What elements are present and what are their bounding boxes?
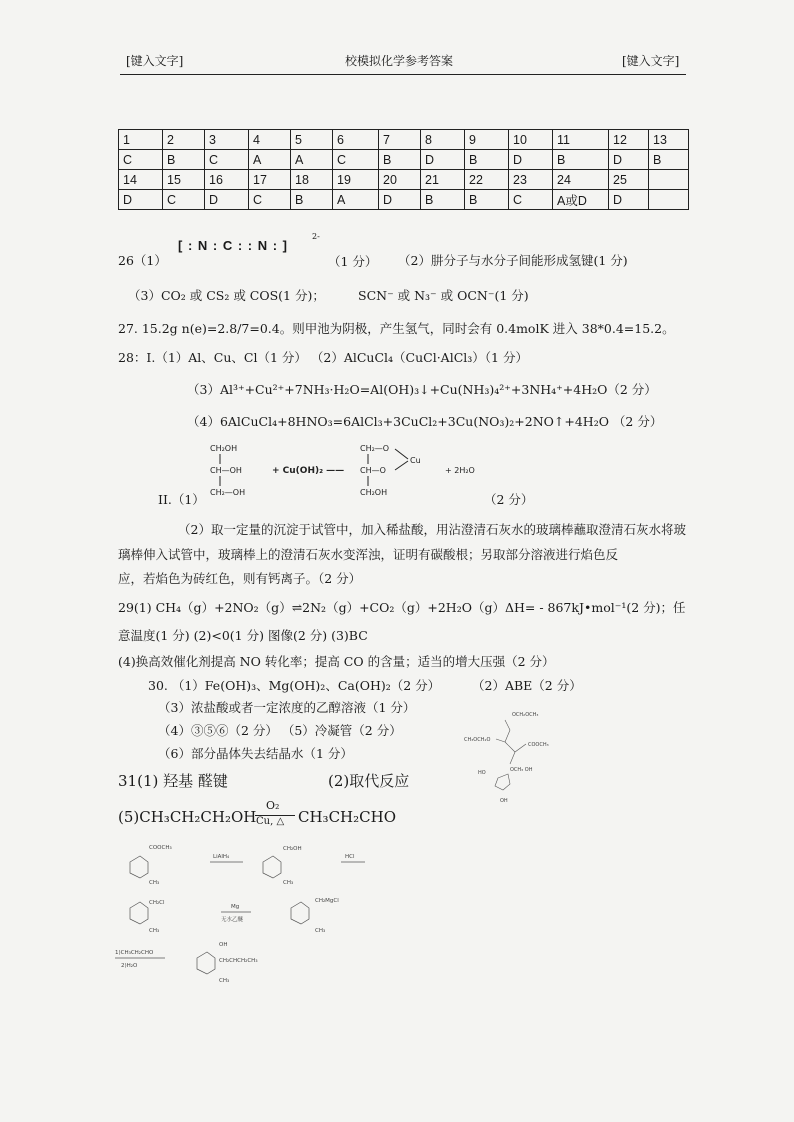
question-number-cell: 13 xyxy=(649,130,689,150)
sugar-structure-drawing xyxy=(460,708,570,808)
route-s1b: CH₃ xyxy=(149,880,160,886)
answer-table-row xyxy=(119,130,689,150)
question-number-cell: 6 xyxy=(333,130,379,150)
q26-electron-formula: [ : N : C : : N : ] xyxy=(178,238,288,253)
rxn-reagent: + Cu(OH)₂ —— xyxy=(272,466,345,476)
question-number-cell: 17 xyxy=(249,170,291,190)
q31-line1: 31(1) 羟基 醛键 xyxy=(118,772,228,790)
answer-cell: A xyxy=(333,190,379,210)
answer-cell: B xyxy=(291,190,333,210)
q28-line3: （3）Al³⁺+Cu²⁺+7NH₃·H₂O=Al(OH)₃↓+Cu(NH₃)₄²⁺+3NH₄⁺+4H₂O（2 分） xyxy=(187,382,657,397)
answer-cell: B xyxy=(379,150,421,170)
route-r2: HCl xyxy=(345,854,355,860)
question-number-cell: 20 xyxy=(379,170,421,190)
route-s4: CH₂MgCl xyxy=(315,898,339,904)
question-number-cell: 10 xyxy=(509,130,553,150)
q30-line1b: （2）ABE（2 分） xyxy=(472,678,582,693)
answer-cell: D xyxy=(509,150,553,170)
struct-label-d: OCH₃ OH xyxy=(510,767,533,773)
struct-label-a: OCH₂OCH₃ xyxy=(512,712,539,718)
header-left: [键入文字] xyxy=(126,54,184,68)
question-number-cell: 25 xyxy=(609,170,649,190)
question-number-cell: 16 xyxy=(205,170,249,190)
q28-para-line2: 璃棒伸入试管中，玻璃棒上的澄清石灰水变浑浊，证明有碳酸根；另取部分溶液进行焰色反 xyxy=(118,547,619,562)
question-number-cell: 2 xyxy=(163,130,205,150)
answer-cell: A xyxy=(291,150,333,170)
answer-cell: D xyxy=(379,190,421,210)
synthesis-route-drawing xyxy=(115,840,375,990)
q26-part3: （3）CO₂ 或 CS₂ 或 COS(1 分)； xyxy=(128,288,325,303)
question-number-cell: 8 xyxy=(421,130,465,150)
answer-cell: C xyxy=(509,190,553,210)
rxn-product-c3: CH₂OH xyxy=(360,488,388,497)
glycerol-copper-reaction xyxy=(210,442,480,504)
question-number-cell: 5 xyxy=(291,130,333,150)
answer-cell: C xyxy=(249,190,291,210)
answer-cell: B xyxy=(465,150,509,170)
q26-formula-charge: 2- xyxy=(312,232,320,241)
answer-cell xyxy=(649,190,689,210)
route-s2: CH₂OH xyxy=(283,846,302,852)
question-number-cell: 19 xyxy=(333,170,379,190)
route-s1: COOCH₃ xyxy=(149,845,172,851)
q26-number: 26（1） xyxy=(118,253,167,268)
answer-cell: C xyxy=(163,190,205,210)
q30-line3: （4）③⑤⑥（2 分） （5）冷凝管（2 分） xyxy=(158,723,402,738)
question-number-cell: 24 xyxy=(553,170,609,190)
struct-label-b: CH₃OCH₂O xyxy=(464,737,491,743)
answer-cell: A或D xyxy=(553,190,609,210)
q28-part2-score: （2 分） xyxy=(484,492,534,507)
q26-part2: （2）肼分子与水分子间能形成氢键(1 分) xyxy=(398,253,628,268)
answer-cell: B xyxy=(421,190,465,210)
q28-line4: （4）6AlCuCl₄+8HNO₃=6AlCl₃+3CuCl₂+3Cu(NO₃)₂+2NO↑+4H₂O （2 分） xyxy=(187,414,663,429)
rxn-reactant-c2: CH—OH xyxy=(210,466,242,475)
struct-label-c: COOCH₃ xyxy=(528,742,549,748)
question-number-cell: 11 xyxy=(553,130,609,150)
q28-part2-label: II.（1） xyxy=(158,492,205,507)
answer-cell: B xyxy=(553,150,609,170)
q28-line1: 28：I.（1）Al、Cu、Cl（1 分） （2）AlCuCl₄（CuCl·AlCl₃）（1 分） xyxy=(118,350,528,365)
rxn-water: + 2H₂O xyxy=(445,466,475,475)
q31-part5-reactant: (5)CH₃CH₂CH₂OH xyxy=(118,808,257,826)
question-number-cell: 18 xyxy=(291,170,333,190)
answer-cell: D xyxy=(205,190,249,210)
answer-table-row xyxy=(119,170,689,190)
q28-para-line3: 应，若焰色为砖红色，则有钙离子。（2 分） xyxy=(118,571,362,586)
q31-part5-product: CH₃CH₂CHO xyxy=(298,808,396,826)
q30-line1: 30. （1）Fe(OH)₃、Mg(OH)₂、Ca(OH)₂（2 分） xyxy=(148,678,441,693)
rxn-reactant-c3: CH₂—OH xyxy=(210,488,246,497)
route-s4b: CH₃ xyxy=(315,928,326,934)
q27-text: 27. 15.2g n(e)=2.8/7=0.4。则甲池为阴极，产生氢气，同时会有 0.4molK 进入 38*0.4=15.2。 xyxy=(118,321,675,336)
route-r4b: 2)H₂O xyxy=(121,963,138,969)
q31-part5-catalyst: Cu, △ xyxy=(256,816,285,827)
header-right: [键入文字] xyxy=(622,54,680,68)
question-number-cell xyxy=(649,170,689,190)
answer-cell: D xyxy=(609,150,649,170)
rxn-product-c1: CH₂—O xyxy=(360,444,390,453)
q29-line3: (4)换高效催化剂提高 NO 转化率；提高 CO 的含量；适当的增大压强（2 分） xyxy=(118,654,555,669)
question-number-cell: 9 xyxy=(465,130,509,150)
answer-cell: C xyxy=(205,150,249,170)
q31-part5-oxidant: O₂ xyxy=(266,799,280,812)
answer-cell: C xyxy=(119,150,163,170)
route-r3a: Mg xyxy=(231,904,240,910)
answer-cell: B xyxy=(649,150,689,170)
q31-line1b: (2)取代反应 xyxy=(328,772,410,790)
question-number-cell: 21 xyxy=(421,170,465,190)
route-s3b: CH₃ xyxy=(149,928,160,934)
question-number-cell: 1 xyxy=(119,130,163,150)
question-number-cell: 15 xyxy=(163,170,205,190)
answer-table-row xyxy=(119,190,689,210)
answer-table xyxy=(118,129,689,210)
answer-cell: B xyxy=(465,190,509,210)
answer-cell: D xyxy=(421,150,465,170)
struct-label-e: OH xyxy=(500,798,508,804)
rxn-reactant-c1: CH₂OH xyxy=(210,444,238,453)
route-r1: LiAlH₄ xyxy=(213,854,230,860)
route-s5c: CH₃ xyxy=(219,978,230,984)
answer-table-row xyxy=(119,150,689,170)
q28-para-line1: （2）取一定量的沉淀于试管中，加入稀盐酸，用沾澄清石灰水的玻璃棒蘸取澄清石灰水将玻 xyxy=(178,522,686,537)
answer-cell: D xyxy=(609,190,649,210)
question-number-cell: 12 xyxy=(609,130,649,150)
answer-cell: D xyxy=(119,190,163,210)
question-number-cell: 14 xyxy=(119,170,163,190)
route-r4a: 1)CH₃CH₂CHO xyxy=(115,950,154,956)
q26-score: （1 分） xyxy=(328,254,378,269)
route-s2b: CH₃ xyxy=(283,880,294,886)
rxn-copper: Cu xyxy=(410,456,421,465)
question-number-cell: 7 xyxy=(379,130,421,150)
q29-line1: 29(1) CH₄（g）+2NO₂（g）⇌2N₂（g）+CO₂（g）+2H₂O（g）ΔH= - 867kJ•mol⁻¹(2 分)；任 xyxy=(118,600,686,615)
q29-line2: 意温度(1 分) (2)<0(1 分) 图像(2 分) (3)BC xyxy=(118,628,368,643)
answer-cell: B xyxy=(163,150,205,170)
route-r3b: 无水乙醚 xyxy=(221,917,244,923)
question-number-cell: 22 xyxy=(465,170,509,190)
q30-line2: （3）浓盐酸或者一定浓度的乙醇溶液（1 分） xyxy=(158,700,416,715)
route-s5b: CH₂CHCH₂CH₃ xyxy=(219,958,258,964)
header-title: 校模拟化学参考答案 xyxy=(345,54,454,68)
q26-part3-ions: SCN⁻ 或 N₃⁻ 或 OCN⁻(1 分) xyxy=(358,288,529,303)
question-number-cell: 3 xyxy=(205,130,249,150)
header-divider xyxy=(120,74,686,75)
answer-cell: A xyxy=(249,150,291,170)
question-number-cell: 23 xyxy=(509,170,553,190)
question-number-cell: 4 xyxy=(249,130,291,150)
route-s5: OH xyxy=(219,942,228,948)
route-s3: CH₂Cl xyxy=(149,900,165,906)
rxn-product-c2: CH—O xyxy=(360,466,386,475)
q30-line4: （6）部分晶体失去结晶水（1 分） xyxy=(158,746,353,761)
svg-text:HO: HO xyxy=(478,770,486,776)
answer-cell: C xyxy=(333,150,379,170)
